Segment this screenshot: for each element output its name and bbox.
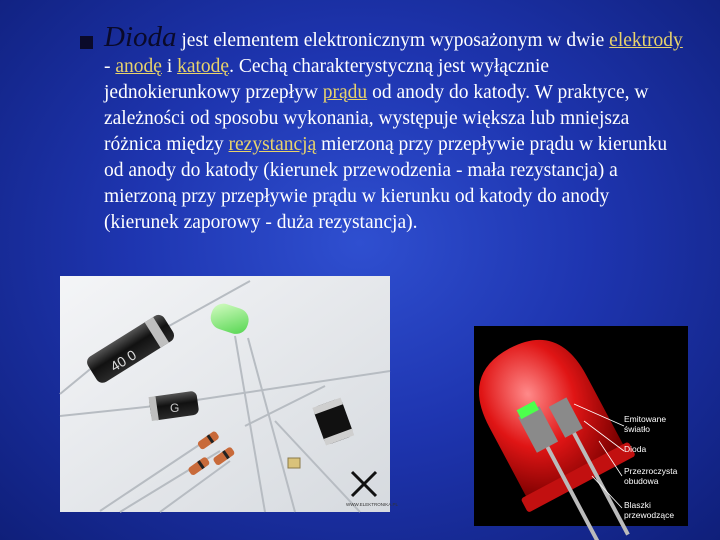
term-dioda: Dioda xyxy=(104,21,177,53)
bullet-square xyxy=(80,36,93,49)
hyperlink-prądu[interactable]: prądu xyxy=(322,82,368,103)
paragraph-text: . Cechą charakterystyczną jest wyłącznie jednokierunkowy przepływ xyxy=(104,56,550,103)
definition-paragraph xyxy=(104,21,684,236)
hyperlink-anodę[interactable]: anodę xyxy=(115,56,162,77)
hyperlink-elektrody[interactable]: elektrody xyxy=(609,30,683,51)
paragraph-text: i xyxy=(161,56,178,77)
paragraph-body xyxy=(104,30,683,233)
label-emitted-light: Emitowane światło xyxy=(624,414,667,434)
hyperlink-rezystancją[interactable]: rezystancją xyxy=(228,134,317,155)
paragraph-text: mierzoną przy przepływie prądu w kierunku od anody do katody (kierunek przewodzenia - mała rezystancja) a mierzoną przy przepływie prądu w kierunku od katody do anody (kierunek zaporowy - duża rezystancja). xyxy=(104,134,668,233)
hyperlink-katodę[interactable]: katodę xyxy=(177,56,230,77)
diodes-illustration xyxy=(60,276,390,512)
watermark-text: WWW.ELEKTRONIKA.PL xyxy=(346,502,399,507)
label-leads: Blaszki przewodzące xyxy=(624,500,675,520)
diode-marking-2: G xyxy=(170,401,180,415)
label-casing: Przezroczysta obudowa xyxy=(624,466,678,486)
led-cross-section-photo xyxy=(474,326,688,526)
diode-marking-1: 40 0 xyxy=(107,346,140,375)
paragraph-text: jest elementem elektronicznym wyposażonym w dwie xyxy=(176,30,610,51)
label-diode: Dioda xyxy=(624,444,647,454)
diodes-photo xyxy=(60,276,399,512)
paragraph-text: od anody do katody. W praktyce, w zależności od sposobu wykonania, występuje większa lub mniejsza różnica między xyxy=(104,82,649,155)
paragraph-text: - xyxy=(104,56,116,77)
